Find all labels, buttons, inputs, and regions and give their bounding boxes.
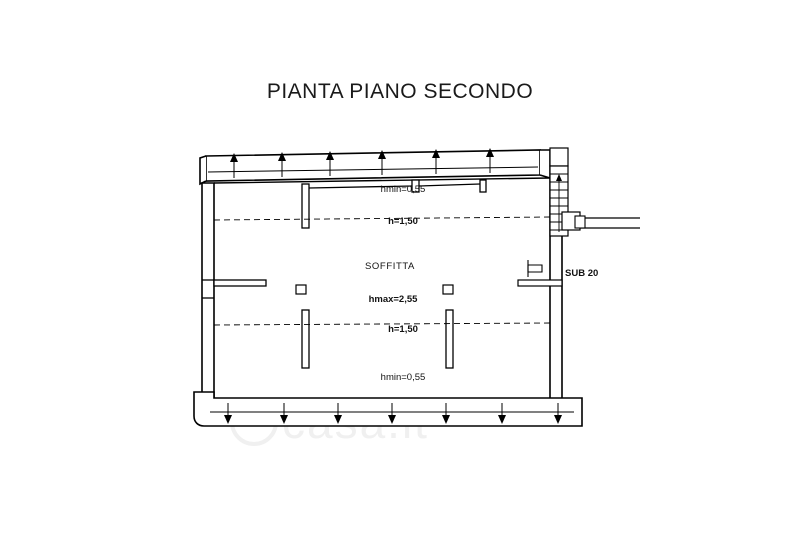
- label-sub-20: SUB 20: [565, 268, 599, 279]
- wall-left-exterior: [202, 183, 214, 420]
- label-hmin-bottom: hmin=0,55: [380, 372, 426, 383]
- floorplan-drawing: [150, 120, 670, 450]
- wall-sub20-spur: [518, 280, 562, 286]
- pillar-right: [443, 285, 453, 294]
- door-sub20-leaf: [528, 265, 542, 272]
- dashed-line-upper: [214, 217, 550, 220]
- floorplan-svg: [150, 120, 670, 450]
- wall-top-left-return: [200, 156, 206, 184]
- label-room-soffitta: SOFFITTA: [364, 261, 416, 272]
- dashed-line-lower: [214, 323, 550, 325]
- wall-mid-left-spur: [214, 280, 266, 286]
- page-title: PIANTA PIANO SECONDO: [266, 80, 534, 103]
- partition-lower-left: [302, 310, 309, 368]
- right-door-jamb: [575, 216, 585, 228]
- label-hmax: hmax=2,55: [368, 294, 418, 305]
- wall-upper-span-b: [419, 184, 480, 186]
- label-h-upper: h=1,50: [388, 216, 418, 227]
- label-h-lower: h=1,50: [388, 324, 418, 335]
- partition-lower-right: [446, 310, 453, 368]
- wall-top-right-return: [540, 150, 550, 178]
- stair-head-block: [550, 148, 568, 166]
- label-hmin-top: hmin=0,55: [380, 184, 426, 195]
- partition-upper-left: [302, 184, 309, 228]
- wall-bottom-outer: [194, 392, 582, 426]
- pillar-left: [296, 285, 306, 294]
- partition-upper-right: [480, 180, 486, 192]
